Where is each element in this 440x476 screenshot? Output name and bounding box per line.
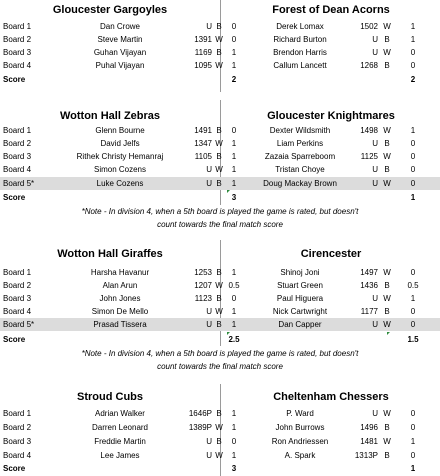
score-row — [0, 462, 440, 475]
home-player-color: B — [216, 409, 222, 418]
division-note-line2: count towards the final match score — [157, 220, 283, 229]
home-player-name: Simon De Mello — [91, 307, 149, 316]
away-player-color: W — [383, 294, 391, 303]
board-row — [0, 124, 440, 137]
board-label: Board 4 — [3, 451, 32, 460]
away-player-score: 0 — [410, 307, 416, 316]
board-label: Board 2 — [3, 35, 32, 44]
home-player-score: 0 — [231, 294, 237, 303]
away-player-rating: 1125 — [360, 152, 378, 161]
cell-comment-marker — [387, 332, 390, 335]
board-row — [0, 59, 440, 72]
home-player-rating: U — [206, 307, 212, 316]
home-player-color: B — [216, 179, 222, 188]
away-total-score: 1 — [410, 193, 416, 202]
away-player-rating: 1497 — [360, 268, 378, 277]
board-row — [0, 449, 440, 462]
home-player-name: Steve Martin — [97, 35, 143, 44]
away-player-color: B — [384, 35, 390, 44]
score-label: Score — [3, 75, 26, 84]
board-label: Board 2 — [3, 139, 32, 148]
home-player-score: 0 — [231, 437, 237, 446]
away-player-name: Dexter Wildsmith — [269, 126, 331, 135]
home-player-name: Freddie Martin — [94, 437, 146, 446]
home-player-rating: U — [206, 22, 212, 31]
away-player-score: 0 — [410, 48, 416, 57]
score-row — [0, 191, 440, 204]
match-header — [0, 387, 440, 407]
home-player-color: W — [215, 61, 223, 70]
home-total-score: 2.5 — [228, 335, 240, 344]
board-row — [0, 266, 440, 279]
away-player-score: 1 — [410, 22, 416, 31]
board-row-optional — [0, 177, 440, 190]
away-player-name: Derek Lomax — [276, 22, 324, 31]
away-player-score: 0 — [410, 409, 416, 418]
away-player-score: 0 — [410, 268, 416, 277]
home-player-name: Adrian Walker — [95, 409, 145, 418]
home-player-name: Guhan Vijayan — [93, 48, 147, 57]
away-player-name: Richard Burton — [273, 35, 327, 44]
home-player-score: 1 — [231, 451, 237, 460]
score-label: Score — [3, 193, 26, 202]
board-label: Board 5* — [3, 179, 35, 188]
away-player-name: Shinoj Joni — [280, 268, 320, 277]
score-label: Score — [3, 335, 26, 344]
home-player-color: W — [215, 165, 223, 174]
home-player-name: David Jelfs — [100, 139, 140, 148]
away-player-color: B — [384, 423, 390, 432]
board-row — [0, 33, 440, 46]
away-player-color: W — [383, 320, 391, 329]
away-player-name: Callum Lancett — [273, 61, 327, 70]
away-player-color: B — [384, 451, 390, 460]
home-player-name: Prasad Tissera — [93, 320, 147, 329]
away-player-name: Stuart Green — [277, 281, 323, 290]
home-player-rating: U — [206, 451, 212, 460]
board-label: Board 1 — [3, 409, 32, 418]
home-team-title: Wotton Hall Giraffes — [57, 248, 163, 260]
away-player-name: Liam Perkins — [276, 139, 324, 148]
home-player-score: 0.5 — [228, 281, 240, 290]
away-team-title: Gloucester Knightmares — [267, 110, 395, 122]
home-team-title: Wotton Hall Zebras — [59, 110, 161, 122]
board-row — [0, 435, 440, 448]
board-row — [0, 292, 440, 305]
home-player-score: 1 — [231, 165, 237, 174]
away-player-score: 0 — [410, 423, 416, 432]
board-row — [0, 137, 440, 150]
home-player-color: B — [216, 294, 222, 303]
home-player-score: 1 — [231, 139, 237, 148]
away-player-color: B — [384, 61, 390, 70]
away-player-score: 0.5 — [407, 281, 419, 290]
home-player-score: 1 — [231, 320, 237, 329]
home-player-rating: U — [206, 165, 212, 174]
away-player-score: 0 — [410, 451, 416, 460]
away-player-rating: 1502 — [360, 22, 378, 31]
away-player-name: Zazaia Sparreboom — [264, 152, 336, 161]
board-label: Board 3 — [3, 294, 32, 303]
home-player-color: B — [216, 152, 222, 161]
away-player-score: 1 — [410, 437, 416, 446]
away-player-name: Paul Higuera — [276, 294, 324, 303]
match-header — [0, 0, 440, 20]
home-player-rating: 1253 — [194, 268, 212, 277]
home-player-name: Luke Cozens — [96, 179, 144, 188]
home-player-name: Glenn Bourne — [95, 126, 145, 135]
board-row — [0, 163, 440, 176]
home-player-name: Rithek Christy Hemanraj — [76, 152, 164, 161]
away-player-score: 1 — [410, 35, 416, 44]
away-player-rating: U — [372, 139, 378, 148]
home-player-score: 1 — [231, 48, 237, 57]
home-player-score: 1 — [231, 179, 237, 188]
board-row — [0, 421, 440, 434]
home-player-color: W — [215, 423, 223, 432]
away-player-color: W — [383, 48, 391, 57]
away-player-color: W — [383, 268, 391, 277]
home-player-rating: 1646P — [188, 409, 212, 418]
home-team-title: Stroud Cubs — [77, 391, 143, 403]
away-team-title: Forest of Dean Acorns — [272, 4, 390, 16]
board-label: Board 3 — [3, 48, 32, 57]
away-player-name: P. Ward — [286, 409, 314, 418]
board-row — [0, 20, 440, 33]
board-label: Board 4 — [3, 307, 32, 316]
home-total-score: 3 — [231, 464, 237, 473]
home-player-rating: 1105 — [194, 152, 212, 161]
away-player-rating: U — [372, 409, 378, 418]
home-player-rating: 1347 — [194, 139, 212, 148]
away-player-rating: U — [372, 165, 378, 174]
away-total-score: 1 — [410, 464, 416, 473]
home-player-name: Dan Crowe — [99, 22, 140, 31]
board-label: Board 5* — [3, 320, 35, 329]
board-label: Board 1 — [3, 22, 32, 31]
away-player-rating: 1177 — [360, 307, 378, 316]
home-player-color: B — [216, 320, 222, 329]
home-player-score: 0 — [231, 22, 237, 31]
board-label: Board 1 — [3, 268, 32, 277]
cell-comment-marker — [227, 332, 230, 335]
division-note-line2: count towards the final match score — [157, 362, 283, 371]
score-row — [0, 73, 440, 86]
match-header — [0, 244, 440, 264]
away-player-color: B — [384, 139, 390, 148]
home-total-score: 2 — [231, 75, 237, 84]
division-note-line1: *Note - In division 4, when a 5th board is played the game is rated, but doesn't — [81, 349, 359, 358]
away-player-rating: U — [372, 294, 378, 303]
home-player-rating: 1095 — [194, 61, 212, 70]
away-player-color: W — [383, 179, 391, 188]
away-total-score: 2 — [410, 75, 416, 84]
board-label: Board 3 — [3, 437, 32, 446]
home-player-name: Darren Leonard — [91, 423, 149, 432]
away-player-rating: U — [372, 179, 378, 188]
home-player-rating: 1123 — [194, 294, 212, 303]
home-player-name: John Jones — [99, 294, 141, 303]
division-note-line1: *Note - In division 4, when a 5th board is played the game is rated, but doesn't — [81, 207, 359, 216]
board-label: Board 1 — [3, 126, 32, 135]
home-player-rating: 1207 — [194, 281, 212, 290]
board-row — [0, 407, 440, 420]
board-row-optional — [0, 318, 440, 331]
home-player-rating: 1169 — [194, 48, 212, 57]
home-player-score: 1 — [231, 409, 237, 418]
score-label: Score — [3, 464, 26, 473]
home-player-name: Harsha Havanur — [90, 268, 150, 277]
away-player-rating: 1498 — [360, 126, 378, 135]
home-player-color: B — [216, 22, 222, 31]
away-team-title: Cheltenham Chessers — [273, 391, 389, 403]
home-player-color: B — [216, 48, 222, 57]
home-player-score: 0 — [231, 126, 237, 135]
away-player-name: Tristan Choye — [275, 165, 325, 174]
away-player-score: 0 — [410, 61, 416, 70]
home-player-score: 1 — [231, 423, 237, 432]
away-player-name: John Burrows — [275, 423, 325, 432]
cell-comment-marker — [227, 190, 230, 193]
board-row — [0, 305, 440, 318]
home-player-color: W — [215, 307, 223, 316]
home-player-color: B — [216, 126, 222, 135]
away-player-name: A. Spark — [284, 451, 316, 460]
home-player-score: 1 — [231, 152, 237, 161]
board-row — [0, 279, 440, 292]
away-player-score: 1 — [410, 294, 416, 303]
home-player-color: W — [215, 35, 223, 44]
home-player-color: W — [215, 281, 223, 290]
board-row — [0, 150, 440, 163]
board-label: Board 3 — [3, 152, 32, 161]
away-player-color: B — [384, 281, 390, 290]
away-player-name: Ron Andriessen — [271, 437, 329, 446]
score-row — [0, 333, 440, 346]
board-label: Board 4 — [3, 61, 32, 70]
home-player-rating: U — [206, 437, 212, 446]
home-player-rating: U — [206, 179, 212, 188]
home-player-color: W — [215, 139, 223, 148]
home-player-color: W — [215, 451, 223, 460]
home-player-name: Lee James — [100, 451, 140, 460]
away-player-color: W — [383, 126, 391, 135]
away-player-score: 0 — [410, 139, 416, 148]
home-player-score: 1 — [231, 307, 237, 316]
away-player-name: Brendon Harris — [273, 48, 327, 57]
away-player-color: W — [383, 409, 391, 418]
away-player-score: 0 — [410, 152, 416, 161]
home-player-color: B — [216, 268, 222, 277]
board-row — [0, 46, 440, 59]
away-total-score: 1.5 — [407, 335, 419, 344]
away-player-color: W — [383, 437, 391, 446]
home-total-score: 3 — [231, 193, 237, 202]
home-player-rating: 1389P — [188, 423, 212, 432]
away-player-rating: 1268 — [360, 61, 378, 70]
away-player-rating: U — [372, 320, 378, 329]
away-player-rating: 1436 — [360, 281, 378, 290]
away-player-rating: U — [372, 48, 378, 57]
match-header — [0, 106, 440, 126]
away-player-rating: 1481 — [360, 437, 378, 446]
home-player-score: 1 — [231, 61, 237, 70]
away-player-color: B — [384, 307, 390, 316]
away-player-score: 0 — [410, 320, 416, 329]
away-player-color: B — [384, 165, 390, 174]
home-player-name: Simon Cozens — [93, 165, 147, 174]
home-team-title: Gloucester Gargoyles — [52, 4, 168, 16]
away-player-color: W — [383, 152, 391, 161]
home-player-rating: 1491 — [194, 126, 212, 135]
away-player-color: W — [383, 22, 391, 31]
away-player-name: Doug Mackay Brown — [263, 179, 337, 188]
away-player-name: Dan Capper — [278, 320, 322, 329]
home-player-name: Alan Arun — [102, 281, 138, 290]
board-label: Board 4 — [3, 165, 32, 174]
home-player-score: 0 — [231, 35, 237, 44]
home-player-rating: 1391 — [194, 35, 212, 44]
away-player-rating: 1313P — [354, 451, 378, 460]
away-player-rating: U — [372, 35, 378, 44]
away-player-rating: 1496 — [360, 423, 378, 432]
away-player-score: 0 — [410, 165, 416, 174]
away-player-score: 0 — [410, 179, 416, 188]
home-player-rating: U — [206, 320, 212, 329]
away-player-score: 1 — [410, 126, 416, 135]
away-team-title: Cirencester — [300, 248, 362, 260]
away-player-name: Nick Cartwright — [272, 307, 328, 316]
board-label: Board 2 — [3, 423, 32, 432]
home-player-color: B — [216, 437, 222, 446]
board-label: Board 2 — [3, 281, 32, 290]
home-player-score: 1 — [231, 268, 237, 277]
home-player-name: Puhal Vijayan — [95, 61, 145, 70]
